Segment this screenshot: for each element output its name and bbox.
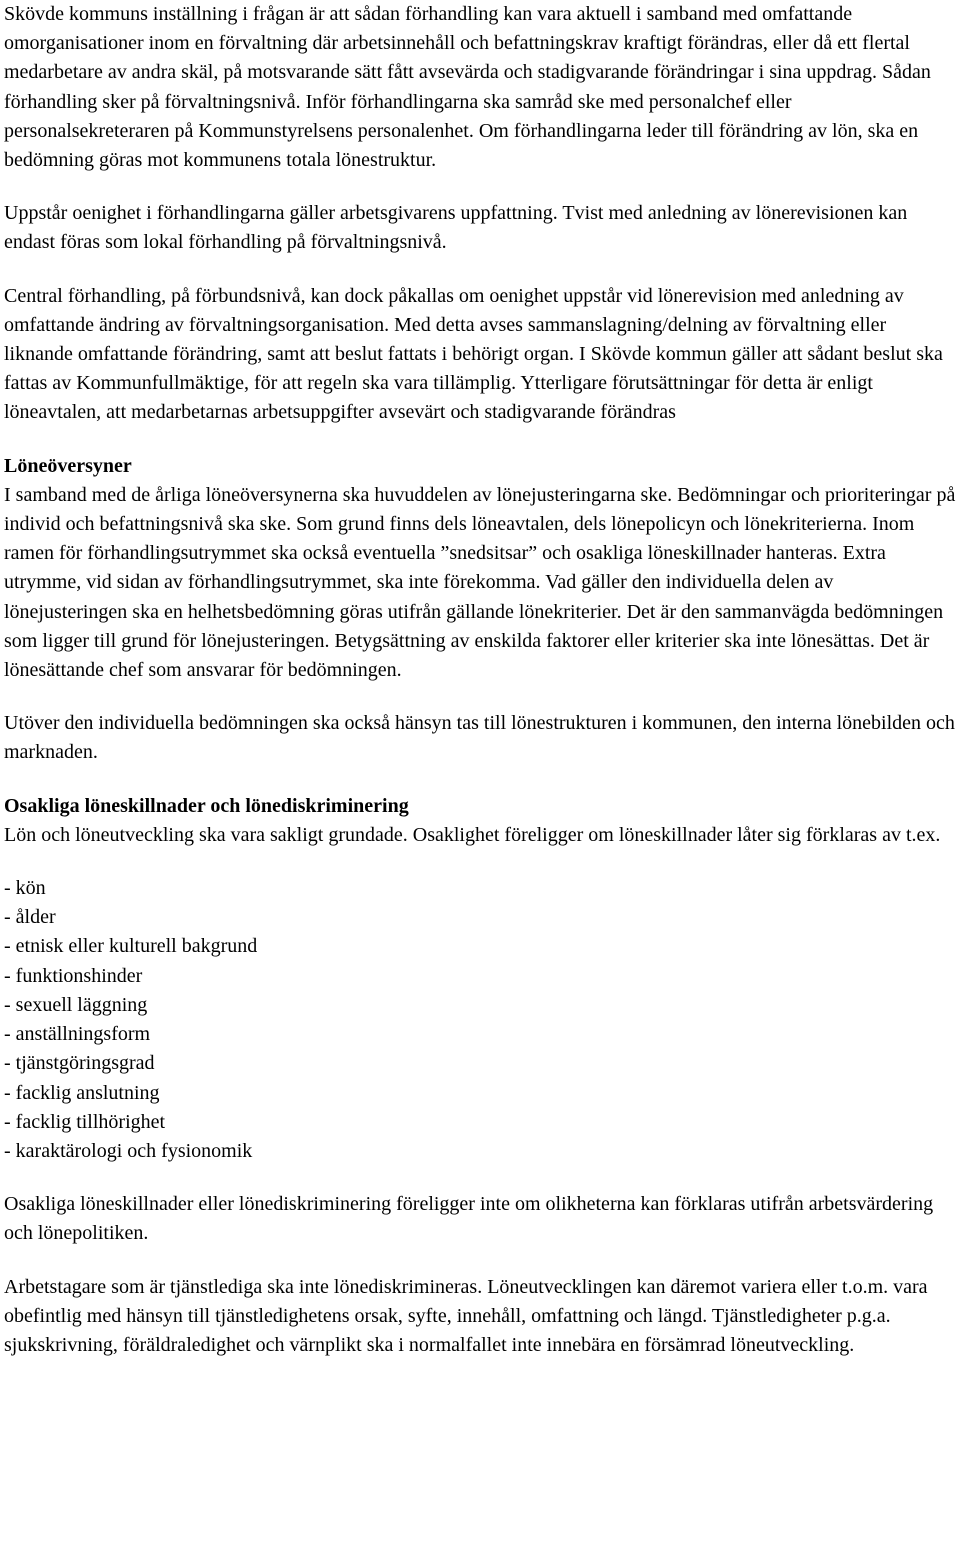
- paragraph-negotiation-scope: Skövde kommuns inställning i frågan är att sådan förhandling kan vara aktuell i samband med omfattande omorganisationer inom en förvaltning där arbetsinnehåll och befattningskrav kraftigt förändras, eller då ett flertal medarbetare av andra skäl, på motsvarande sätt fått avsevärda och stadigvarande förändringar i sina uppdrag. Sådan förhandling sker på förvaltningsnivå. Inför förhandlingarna ska samråd ske med personalchef eller personalsekreteraren på Kommunstyrelsens personalenhet. Om förhandlingarna leder till förändring av lön, ska en bedömning göras mot kommunens totala lönestruktur.: [4, 3, 931, 172]
- paragraph-gap: [4, 1166, 956, 1190]
- paragraph-gap: [4, 768, 956, 792]
- paragraph-gap: [4, 175, 956, 199]
- heading-osakliga-loneskillnader: Osakliga löneskillnader och lönediskriminering: [4, 794, 409, 817]
- document-page: [4, 0, 956, 1360]
- heading-loneoversyner: Löneöversyner: [4, 454, 132, 477]
- discrimination-grounds-list: [4, 874, 956, 1166]
- paragraph-no-discrimination: Osakliga löneskillnader eller lönediskriminering föreligger inte om olikheterna kan förklaras utifrån arbetsvärdering och lönepolitiken.: [4, 1193, 934, 1245]
- list-item: - anställningsform: [4, 1023, 151, 1046]
- list-item: - karaktärologi och fysionomik: [4, 1139, 253, 1162]
- list-item: - facklig anslutning: [4, 1081, 160, 1104]
- paragraph-saklig-lon: Lön och löneutveckling ska vara sakligt grundade. Osaklighet föreligger om löneskillnader låter sig förklaras av t.ex.: [4, 823, 941, 846]
- paragraph-gap: [4, 258, 956, 282]
- paragraph-lonestruktur: Utöver den individuella bedömningen ska också hänsyn tas till lönestrukturen i kommunen, den interna lönebilden och marknaden.: [4, 712, 955, 764]
- list-item: - facklig tillhörighet: [4, 1110, 166, 1133]
- paragraph-gap: [4, 685, 956, 709]
- list-item: - kön: [4, 877, 46, 900]
- list-item: - ålder: [4, 906, 56, 929]
- list-item: - sexuell läggning: [4, 993, 148, 1016]
- paragraph-disagreement: Uppstår oenighet i förhandlingarna gäller arbetsgivarens uppfattning. Tvist med anledning av lönerevisionen kan endast föras som lokal förhandling på förvaltningsnivå.: [4, 202, 908, 254]
- paragraph-loneoversyner: I samband med de årliga löneöversynerna ska huvuddelen av lönejusteringarna ske. Bedömningar och prioriteringar på individ och befattningsnivå ska ske. Som grund finns dels löneavtalen, dels lönepolicyn och lönekriterierna. Inom ramen för förhandlingsutrymmet ska också eventuella ”snedsitsar” och osakliga löneskillnader hanteras. Extra utrymme, vid sidan av förhandlingsutrymmet, ska inte förekomma. Vad gäller den individuella delen av lönejusteringen ska en helhetsbedömning göras utifrån gällande lönekriterier. Det är den sammanvägda bedömningen som ligger till grund för lönejusteringen. Betygsättning av enskilda faktorer eller kriterier ska inte lönesättas. Det är lönesättande chef som ansvarar för bedömningen.: [4, 483, 956, 682]
- list-item: - funktionshinder: [4, 964, 143, 987]
- list-item: - tjänstgöringsgrad: [4, 1052, 155, 1075]
- paragraph-gap: [4, 1249, 956, 1273]
- paragraph-central-negotiation: Central förhandling, på förbundsnivå, kan dock påkallas om oenighet uppstår vid lönerevision med anledning av omfattande ändring av förvaltningsorganisation. Med detta avses sammanslagning/delning av förvaltning eller liknande omfattande förändring, samt att beslut fattats i behörigt organ. I Skövde kommun gäller att sådant beslut ska fattas av Kommunfullmäktige, för att regeln ska vara tillämplig. Ytterligare förutsättningar för detta är enligt löneavtalen, att medarbetarnas arbetsuppgifter avsevärt och stadigvarande förändras: [4, 284, 943, 424]
- paragraph-tjanstlediga: Arbetstagare som är tjänstlediga ska inte lönediskrimineras. Löneutvecklingen kan däremot variera eller t.o.m. vara obefintlig med hänsyn till tjänstledighetens orsak, syfte, innehåll, omfattning och längd. Tjänstledigheter p.g.a. sjukskrivning, föräldraledighet och värnplikt ska i normalfallet inte innebära en försämrad löneutveckling.: [4, 1275, 928, 1356]
- paragraph-gap: [4, 850, 956, 874]
- paragraph-gap: [4, 428, 956, 452]
- list-item: - etnisk eller kulturell bakgrund: [4, 935, 258, 958]
